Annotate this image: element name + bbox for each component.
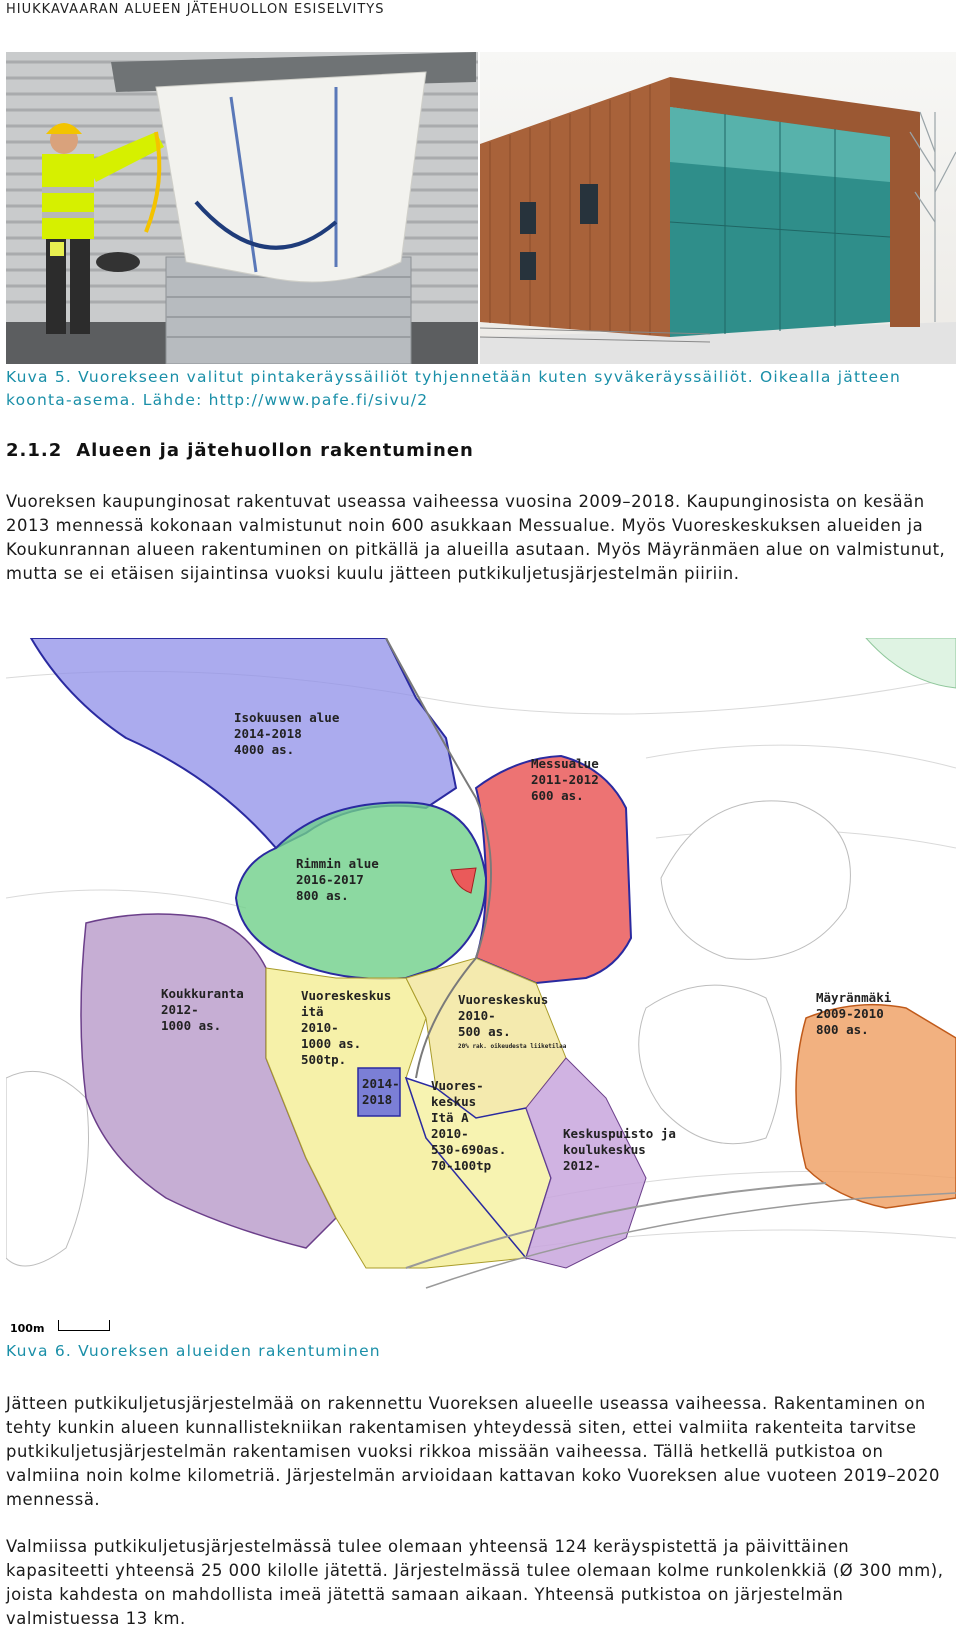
- svg-text:800 as.: 800 as.: [296, 888, 349, 903]
- map-label-mayranmaki: Mäyränmäki: [816, 990, 892, 1005]
- figure6-caption: Kuva 6. Vuoreksen alueiden rakentuminen: [6, 1342, 381, 1360]
- map-label-vuoreskeskus-ita-a: Vuores-: [431, 1078, 484, 1093]
- map-label-keskuspuisto: Keskuspuisto ja: [563, 1126, 676, 1141]
- section-title: Alueen ja jätehuollon rakentuminen: [76, 440, 474, 461]
- svg-text:530-690as.: 530-690as.: [431, 1142, 507, 1157]
- svg-text:keskus: keskus: [431, 1094, 477, 1109]
- svg-text:Koukkuranta: [161, 986, 244, 1001]
- photo-collection-station: [480, 52, 956, 364]
- map-scale-label: 100m: [10, 1322, 45, 1335]
- svg-text:Mäyränmäki: [816, 990, 892, 1005]
- svg-text:itä: itä: [301, 1004, 324, 1019]
- svg-text:2014-: [362, 1076, 400, 1091]
- map-note-liiketilaa: 20% rak. oikeudesta liiketilaa: [458, 1043, 567, 1050]
- svg-text:2010-: 2010-: [301, 1020, 339, 1035]
- map-label-messualue: Messualue: [531, 756, 599, 771]
- svg-text:Vuoreskeskus: [301, 988, 391, 1003]
- map-label-2014-2018: 2014-: [362, 1076, 400, 1091]
- svg-text:Vuores-: [431, 1078, 484, 1093]
- map-label-isokuusi-1: Isokuusen alue: [234, 710, 340, 725]
- svg-text:2012-: 2012-: [563, 1158, 601, 1173]
- svg-text:600 as.: 600 as.: [531, 788, 584, 803]
- svg-text:70-100tp: 70-100tp: [431, 1158, 492, 1173]
- svg-text:Isokuusen alue: [234, 710, 340, 725]
- map-label-koukkuranta: Koukkuranta: [161, 986, 244, 1001]
- map-scale-bar: [58, 1320, 110, 1331]
- figure5-caption: Kuva 5. Vuorekseen valitut pintakeräyssäiliöt tyhjennetään kuten syväkeräyssäiliöt. Oikealla jätteen koonta-asema. Lähde: http://www.pafe.fi/sivu/2: [6, 368, 901, 409]
- svg-text:500 as.: 500 as.: [458, 1024, 511, 1039]
- section-heading: [6, 440, 474, 461]
- svg-text:800 as.: 800 as.: [816, 1022, 869, 1037]
- svg-text:2010-: 2010-: [458, 1008, 496, 1023]
- svg-text:2009-2010: 2009-2010: [816, 1006, 884, 1021]
- section-number: 2.1.2: [6, 440, 63, 461]
- svg-text:1000 as.: 1000 as.: [301, 1036, 362, 1051]
- svg-text:Messualue: [531, 756, 599, 771]
- body-paragraph-3: Valmiissa putkikuljetusjärjestelmässä tulee olemaan yhteensä 124 keräyspistettä ja päivittäinen kapasiteetti yhteensä 25 000 kilolle jätettä. Järjestelmässä tulee olemaan kolme runkolenkkiä (Ø 300 mm), joista kahdesta on mahdollista imeä jätettä samaan aikaan. Yhteensä putkistoa on järjestelmän valmistuessa 13 km.: [6, 1537, 944, 1628]
- map-label-vuoreskeskus-ita: Vuoreskeskus: [301, 988, 392, 1003]
- svg-text:2012-: 2012-: [161, 1002, 199, 1017]
- body-paragraph-1: Vuoreksen kaupunginosat rakentuvat useassa vaiheessa vuosina 2009–2018. Kaupunginosista on kesään 2013 mennessä kokonaan valmistunut noin 600 asukkaan Messualue. Myös Vuoreskeskuksen alueiden ja Koukunrannan alueen rakentuminen on pitkällä ja alueilla asutaan. Myös Mäyränmäen alue on valmistunut, mutta se ei etäisen sijaintinsa vuoksi kuulu jätteen putkikuljetusjärjestelmän piiriin.: [6, 492, 946, 583]
- svg-text:20% rak. oikeudesta liiketilaa: [458, 1043, 567, 1050]
- svg-text:Keskuspuisto ja: [563, 1126, 676, 1141]
- svg-text:2014-2018: 2014-2018: [234, 726, 302, 741]
- map-label-rimmi: Rimmin alue: [296, 856, 379, 871]
- document-header: HIUKKAVAARAN ALUEEN JÄTEHUOLLON ESISELVITYS: [6, 2, 385, 17]
- svg-text:koulukeskus: koulukeskus: [563, 1142, 646, 1157]
- svg-text:1000 as.: 1000 as.: [161, 1018, 222, 1033]
- map-label-vuoreskeskus: Vuoreskeskus: [458, 992, 549, 1007]
- svg-text:2016-2017: 2016-2017: [296, 872, 364, 887]
- photo-waste-container: [6, 52, 478, 364]
- area-map: [6, 638, 956, 1328]
- svg-text:500tp.: 500tp.: [301, 1052, 347, 1067]
- svg-text:Rimmin alue: [296, 856, 379, 871]
- svg-text:2010-: 2010-: [431, 1126, 469, 1141]
- svg-text:4000 as.: 4000 as.: [234, 742, 295, 757]
- svg-text:2011-2012: 2011-2012: [531, 772, 599, 787]
- svg-text:2018: 2018: [362, 1092, 393, 1107]
- svg-text:Itä A: Itä A: [431, 1110, 469, 1125]
- svg-text:Vuoreskeskus: [458, 992, 548, 1007]
- body-paragraph-2: Jätteen putkikuljetusjärjestelmää on rakennettu Vuoreksen alueelle useassa vaiheessa. Rakentaminen on tehty kunkin alueen kunnallistekniikan rakentamisen yhteydessä siten, ettei valmiita rakenteita tarvitse putkikuljetusjärjestelmän rakentamisen vuoksi rikkoa missään vaiheessa. Tällä hetkellä putkistoa on valmiina noin kolme kilometriä. Järjestelmän arvioidaan kattavan koko Vuoreksen alue vuoteen 2019–2020 mennessä.: [6, 1394, 940, 1509]
